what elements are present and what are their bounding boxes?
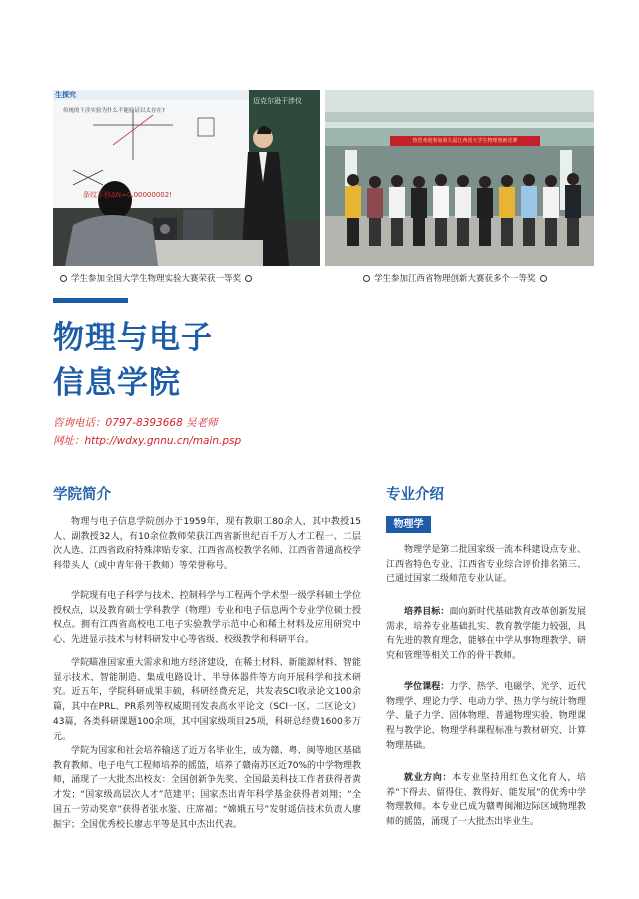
intro-heading: 学院简介 bbox=[53, 487, 111, 503]
courses-text: 力学、热学、电磁学、光学、近代物理学、理论力学、电动力学、热力学与统计物理学、量子力学、固体物理、普通物理实验、物理课程与教学论、物理学科课程标准与教材研究、计算物理基础。 bbox=[386, 682, 586, 751]
major-courses-paragraph bbox=[386, 680, 586, 754]
major-goal-paragraph bbox=[386, 605, 586, 664]
courses-label: 学位课程： bbox=[404, 682, 450, 692]
title-accent-bar bbox=[53, 298, 128, 303]
major-tag-physics: 物理学 bbox=[386, 516, 431, 533]
circle-bullet-icon bbox=[60, 275, 67, 282]
page-title-line2: 信息学院 bbox=[53, 365, 181, 401]
group-photo-illustration bbox=[325, 90, 594, 266]
caption-left bbox=[56, 272, 256, 284]
career-label: 就业方向： bbox=[404, 773, 453, 783]
caption-right-text: 学生参加江西省物理创新大赛获多个一等奖 bbox=[374, 274, 536, 284]
welcome-banner: 热烈欢迎参加第九届江西省大学生物理创新竞赛 bbox=[412, 138, 518, 144]
page-title-line1: 物理与电子 bbox=[53, 320, 213, 356]
major-intro-paragraph: 物理学是第二批国家级一流本科建设点专业、江西省特色专业、江西省专业综合评价排名第三、已通过国家二级师范专业认证。 bbox=[386, 545, 586, 585]
classroom-illustration bbox=[53, 90, 320, 266]
majors-heading: 专业介绍 bbox=[386, 487, 444, 503]
contact-website[interactable]: 网址：http://wdxy.gnnu.cn/main.psp bbox=[53, 435, 242, 447]
goal-text: 面向新时代基础教育改革创新发展需求，培养专业基础扎实、教育教学能力较强，具有先进的教育理念，能够在中学从事物理教学、研究和管理等相关工作的骨干教师。 bbox=[386, 607, 586, 662]
intro-paragraph-3: 学院瞄准国家重大需求和地方经济建设，在稀土材料、新能源材料、智能显示技术、智能制造、集成电路设计、半导体器件等方向开展科学和技术研究。近五年，学院科研成果丰硕，科研经费充足，共发表SCI收录论文100余篇，其中在PRL、PR系列等权威期刊发表高水平论文（SCI一区、二区论文）43篇，各类科研课题100余项，其中国家级项目25项，科研总经费1600多万元。 bbox=[53, 658, 361, 742]
intro-paragraph-2: 学院现有电子科学与技术、控制科学与工程两个学术型一级学科硕士学位授权点，以及教育硕士学科教学（物理）专业和电子信息两个专业学位硕士授权点。拥有江西省高校电工电子实验教学示范中心和稀土材料及应用研究中心、先进显示技术与材料研发中心等省级、校级教学和科研平台。 bbox=[53, 591, 361, 646]
photo-classroom-presentation bbox=[53, 90, 320, 266]
caption-left-text: 学生参加全国大学生物理实验大赛荣获一等奖 bbox=[71, 274, 242, 284]
major-career-paragraph bbox=[386, 771, 586, 830]
photo-group-competition bbox=[325, 90, 594, 266]
screen-question: 传统的干涉实验为什么不能验证以太存在? bbox=[63, 108, 165, 114]
circle-bullet-icon bbox=[540, 275, 547, 282]
goal-label: 培养目标： bbox=[404, 607, 450, 617]
career-text: 本专业坚持用红色文化育人，培养“下得去、留得住、教得好、能发展”的优秀中学物理教师。本专业已成为赣粤闽湘边际区域物理教师的摇篮，涌现了一大批杰出毕业生。 bbox=[386, 773, 586, 828]
screen-heading: 生探究 bbox=[55, 91, 76, 99]
caption-right bbox=[359, 272, 551, 284]
chalkboard-text: 迈克尔逊干涉仪 bbox=[253, 97, 302, 105]
intro-paragraph-1: 物理与电子信息学院创办于1959年，现有教职工80余人，其中教授15人、副教授32人，有10余位教师荣获江西省新世纪百千万人才工程一、二层次人选、江西省政府特殊津贴专家、江西省高校教学名师、江西省普通高校学科带头人（或中青年骨干教师）等荣誉称号。 bbox=[53, 517, 361, 572]
screen-formula: 条纹平移ΔN≈0.00000002! bbox=[83, 191, 173, 199]
intro-paragraph-4: 学院为国家和社会培养输送了近万名毕业生，成为赣、粤、闽等地区基础教育教师、电子电气工程师培养的摇篮，培养了赣南苏区近70%的中学物理教师，涌现了一大批杰出校友：全国创新争先奖、全国最美科技工作者获得者黄才发；“国家级高层次人才”范建平；国家杰出青年科学基金获得者刘翔；“全国五一劳动奖章”获得者张水鉴、庄席福；“嫦娥五号”发射遥信技术负责人廖振宇；全国优秀校长廖志平等是其中杰出代表。 bbox=[53, 746, 362, 830]
circle-bullet-icon bbox=[363, 275, 370, 282]
contact-phone: 咨询电话：0797-8393668 吴老师 bbox=[53, 417, 218, 429]
circle-bullet-icon bbox=[245, 275, 252, 282]
